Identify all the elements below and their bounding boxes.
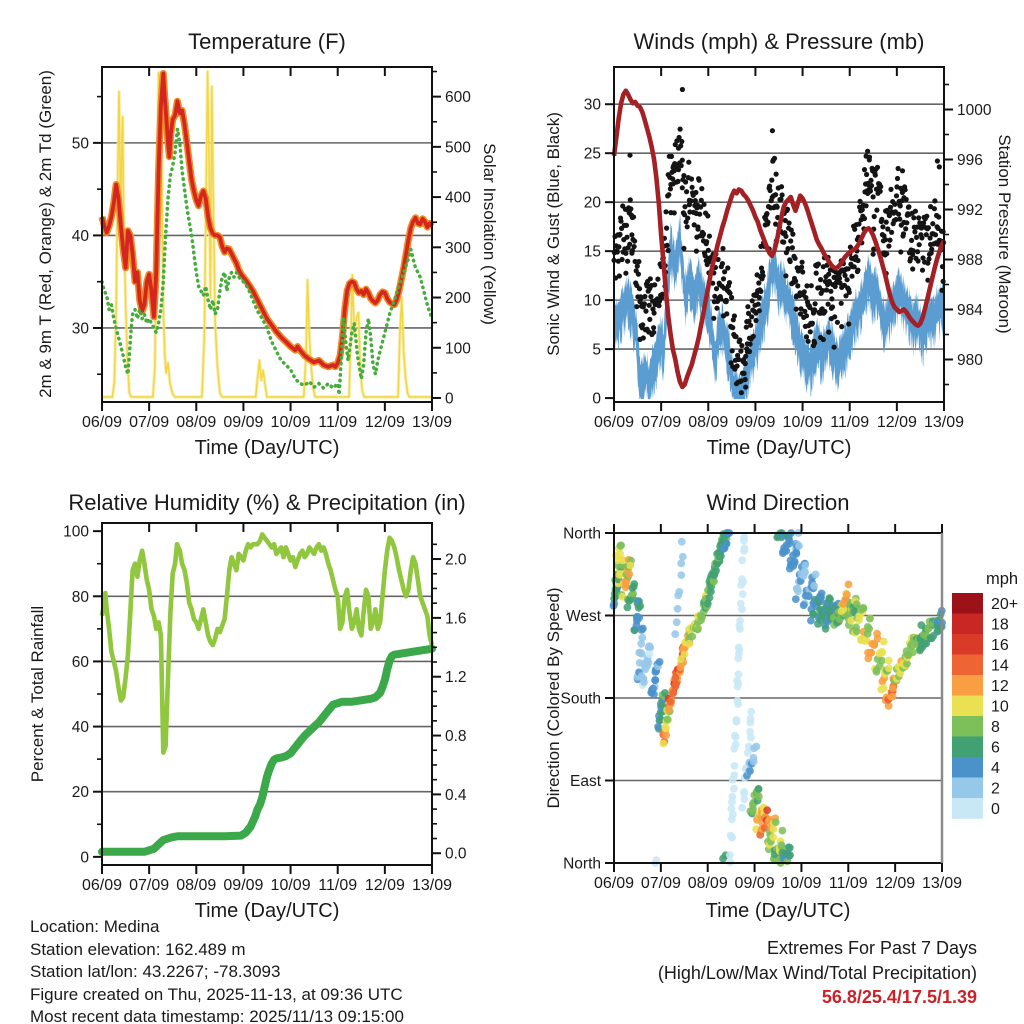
svg-text:12: 12 [991,678,1009,695]
svg-text:13/09: 13/09 [923,414,965,431]
svg-text:50: 50 [71,135,89,153]
svg-text:11/09: 11/09 [318,414,358,431]
svg-text:West: West [565,608,601,625]
figure-created: Figure created on Thu, 2025-11-13, at 09:36 UTC [30,984,403,1004]
svg-text:North: North [563,855,601,873]
svg-text:09/09: 09/09 [735,414,776,431]
svg-text:4: 4 [991,760,1000,777]
svg-text:8: 8 [991,719,1000,736]
xaxis-label-winds-pressure: Time (Day/UTC) [706,437,852,459]
svg-text:11/09: 11/09 [828,875,868,892]
svg-text:10/09: 10/09 [782,414,823,431]
svg-text:East: East [569,773,601,790]
temperature-chart [72,67,471,431]
svg-text:1.6: 1.6 [445,610,467,628]
svg-text:996: 996 [957,152,983,169]
svg-text:1000: 1000 [957,102,992,119]
yaxis-label-temperature-left: 2m & 9m T (Red, Orange) & 2m Td (Green) [36,70,55,398]
svg-text:08/09: 08/09 [176,877,217,894]
svg-text:11/09: 11/09 [830,414,870,431]
extremes-block [658,936,977,1010]
svg-text:South: South [560,690,601,708]
svg-text:10/09: 10/09 [270,414,311,431]
svg-text:12/09: 12/09 [875,875,916,892]
svg-text:North: North [563,525,601,543]
extremes-values: 56.8/25.4/17.5/1.39 [821,987,977,1007]
svg-text:10/09: 10/09 [781,875,822,892]
svg-text:40: 40 [71,719,89,737]
svg-text:13/09: 13/09 [411,414,453,431]
svg-text:0: 0 [592,390,601,408]
svg-text:100: 100 [63,523,89,541]
chart-title-humidity-precip: Relative Humidity (%) & Precipitation (in) [68,490,466,515]
svg-text:0: 0 [80,849,89,867]
svg-text:08/09: 08/09 [176,414,217,431]
svg-text:60: 60 [71,653,89,671]
svg-text:14: 14 [991,657,1009,675]
svg-text:600: 600 [445,89,471,107]
svg-text:07/09: 07/09 [641,414,682,431]
data-timestamp: Most recent data timestamp: 2025/11/13 09:15:00 [30,1007,404,1024]
svg-text:0.0: 0.0 [445,845,467,863]
svg-text:16: 16 [991,637,1009,654]
svg-text:400: 400 [445,189,471,207]
yaxis-label-solar-insolation: Solar Insolation (Yellow) [480,143,499,325]
svg-text:12/09: 12/09 [876,414,917,431]
svg-text:09/09: 09/09 [223,414,264,431]
station-latlon: Station lat/lon: 43.2267; -78.3093 [30,962,281,981]
svg-text:6: 6 [991,739,1000,757]
svg-text:0: 0 [445,390,454,408]
svg-text:13/09: 13/09 [921,875,963,892]
chart-title-winds-pressure: Winds (mph) & Pressure (mb) [633,29,925,54]
svg-text:0: 0 [991,801,1000,818]
svg-text:984: 984 [957,302,983,319]
extremes-title: Extremes For Past 7 Days [766,938,977,958]
svg-text:40: 40 [71,227,89,245]
svg-text:10: 10 [583,292,601,310]
svg-text:20: 20 [583,194,601,212]
yaxis-label-percent-rainfall: Percent & Total Rainfall [28,605,47,783]
svg-text:988: 988 [957,252,983,269]
svg-text:13/09: 13/09 [411,877,453,894]
svg-text:06/09: 06/09 [81,414,123,431]
yaxis-label-direction: Direction (Colored By Speed) [544,587,563,809]
svg-text:20: 20 [71,784,89,802]
chart-title-temperature: Temperature (F) [188,29,346,54]
svg-text:06/09: 06/09 [81,877,123,894]
svg-text:20+: 20+ [991,596,1019,613]
svg-text:18: 18 [991,616,1009,634]
svg-text:06/09: 06/09 [593,414,635,431]
speed-colorbar [952,593,983,819]
humidity-precip-chart [63,523,467,894]
svg-text:0.8: 0.8 [445,728,467,746]
svg-text:08/09: 08/09 [688,414,729,431]
svg-text:06/09: 06/09 [593,875,635,892]
svg-text:500: 500 [445,139,471,157]
svg-text:09/09: 09/09 [223,877,264,894]
colorbar-title: mph [986,570,1019,588]
xaxis-label-humidity-precip: Time (Day/UTC) [194,900,340,922]
svg-text:07/09: 07/09 [640,875,681,892]
wind-direction-chart [560,524,1018,892]
xaxis-label-temperature: Time (Day/UTC) [194,437,340,459]
svg-text:07/09: 07/09 [129,414,170,431]
station-elevation: Station elevation: 162.489 m [30,939,246,959]
svg-text:08/09: 08/09 [687,875,728,892]
svg-text:100: 100 [445,340,471,358]
svg-text:12/09: 12/09 [364,877,405,894]
svg-text:0.4: 0.4 [445,786,467,804]
chart-title-wind-direction: Wind Direction [706,490,850,515]
svg-text:300: 300 [445,239,471,257]
svg-text:07/09: 07/09 [129,877,170,894]
svg-text:2: 2 [991,780,1000,798]
svg-text:80: 80 [71,588,89,606]
svg-text:30: 30 [71,320,89,338]
svg-text:1.2: 1.2 [445,669,467,687]
svg-text:992: 992 [957,202,983,219]
yaxis-label-wind-gust: Sonic Wind & Gust (Blue, Black) [544,112,563,356]
yaxis-label-station-pressure: Station Pressure (Maroon) [995,134,1014,334]
xaxis-label-wind-direction: Time (Day/UTC) [705,900,851,922]
svg-text:30: 30 [583,96,601,114]
svg-text:11/09: 11/09 [318,877,358,894]
svg-text:09/09: 09/09 [734,875,775,892]
extremes-subtitle: (High/Low/Max Wind/Total Precipitation) [657,962,977,983]
svg-text:10/09: 10/09 [270,877,311,894]
svg-text:980: 980 [957,352,983,369]
svg-text:10: 10 [991,698,1009,716]
station-info-block [30,916,404,1024]
svg-text:12/09: 12/09 [364,414,405,431]
svg-text:25: 25 [583,145,601,163]
svg-text:2.0: 2.0 [445,551,467,569]
svg-text:5: 5 [592,341,601,359]
station-location: Location: Medina [30,917,160,936]
svg-text:200: 200 [445,290,471,308]
winds-pressure-chart [584,67,992,431]
svg-text:15: 15 [583,243,601,261]
